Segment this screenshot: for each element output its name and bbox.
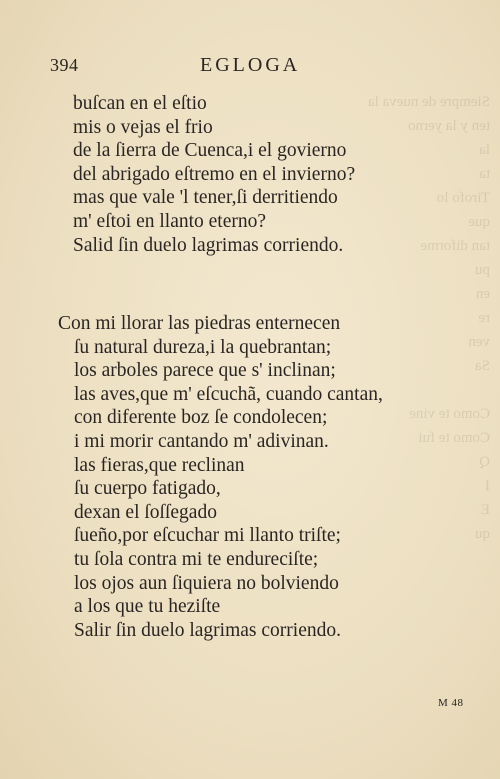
verse-line: de la ſierra de Cuenca,i el govierno [73, 140, 347, 162]
signature-mark: M 48 [438, 697, 464, 709]
verse-line: los ojos aun ſiquiera no bolviendo [74, 572, 339, 594]
stanza-2 [58, 312, 383, 642]
verse-line: ſu cuerpo fatigado, [74, 478, 221, 500]
page-number: 394 [50, 55, 79, 75]
verse-line: tu ſola contra mi te endureciſte; [74, 548, 319, 570]
stanza-1 [73, 92, 355, 257]
verse-line: Salir ſin duelo lagrimas corriendo. [74, 619, 341, 641]
verse-line: i mi morir cantando m' adivinan. [74, 430, 329, 452]
running-head: EGLOGA [200, 54, 301, 76]
verse-line: a los que tu heziſte [74, 596, 221, 618]
verse-line: ſueño,por eſcuchar mi llanto triſte; [74, 525, 341, 547]
verse-line: m' eſtoi en llanto eterno? [73, 210, 267, 232]
verse-line: mas que vale 'l tener,ſi derritiendo [73, 187, 338, 209]
verse-line: buſcan en el eſtio [73, 93, 207, 114]
verse-line: del abrigado eſtremo en el invierno? [73, 163, 356, 185]
verse-line: mis o vejas el frio [73, 116, 213, 138]
verse-line: con diferente boz ſe condolecen; [74, 407, 328, 429]
verse-line: ſu natural dureza,i la quebrantan; [74, 336, 332, 358]
verse-line: Salid ſin duelo lagrimas corriendo. [73, 234, 344, 256]
verse-line: las fieras,que reclinan [74, 454, 245, 476]
verse-line: los arboles parece que s' inclinan; [74, 360, 336, 382]
verse-line: Con mi llorar las piedras enternecen [58, 313, 341, 334]
verse-line: las aves,que m' eſcuchã, cuando cantan, [74, 383, 383, 405]
bleed-through-shadow: Siempre de nueva la ten y la yerno la ta Tirofo lo que tan diforme pu en re ven Sa Como te vine Como te fui Q I E qu [367, 94, 490, 542]
verse-line: dexan el ſoſſegado [74, 501, 217, 523]
